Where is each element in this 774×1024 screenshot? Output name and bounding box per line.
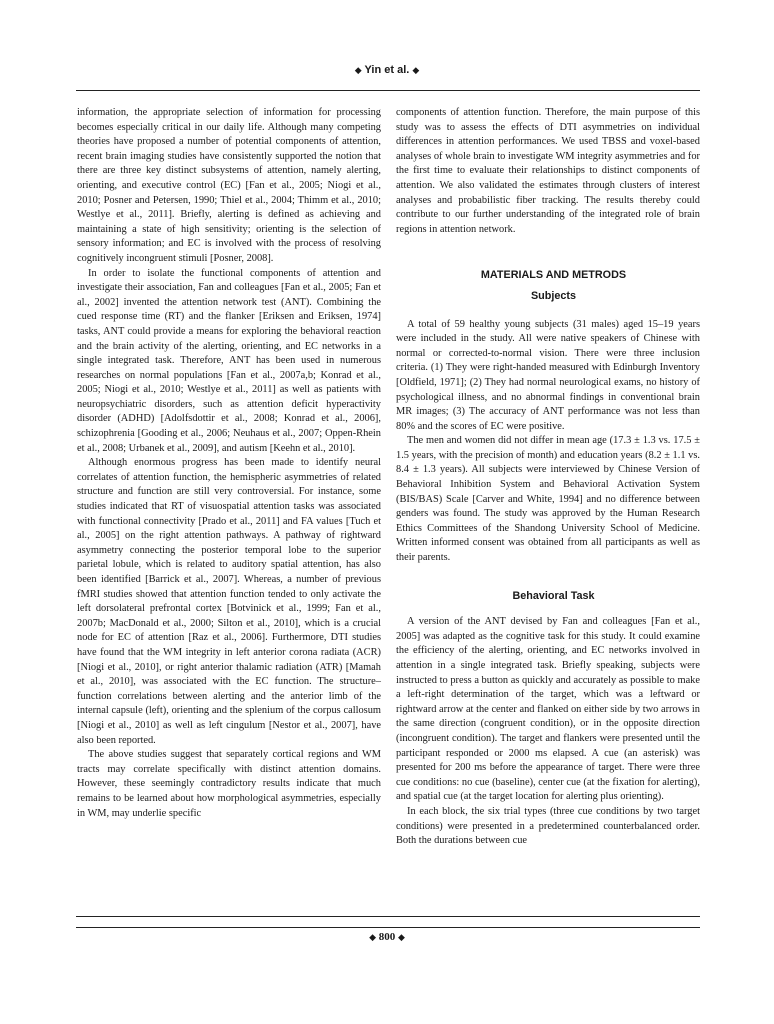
ornament-diamond-icon: ◆ <box>369 932 376 942</box>
body-paragraph: information, the appropriate selection of information for processing becomes especially critical in our daily life. Although many competing theories have proposed a number of potential components of attention, recent brain imaging studies have consistently supported the notion that there are three key distinct subsystems of attention, namely alerting, orienting, and executive control (EC) [Fan et al., 2005; Niogi et al., 2010; Posner and Petersen, 1990; Thiel et al., 2004; Thimm et al., 2010; Westlye et al., 2011]. Briefly, alerting is defined as achieving and maintaining a state of high sensitivity; orienting is the selection of sensory information; and EC is involved with the process of resolving cognitively incongruent stimuli [Posner, 2008]. <box>77 107 381 264</box>
header-rule <box>76 90 700 91</box>
subsection-heading-subjects: Subjects <box>530 289 576 302</box>
running-head-text: Yin et al. <box>364 64 410 76</box>
left-column <box>77 106 381 821</box>
ornament-diamond-icon: ◆ <box>398 932 405 942</box>
body-paragraph: A version of the ANT devised by Fan and colleagues [Fan et al., 2005] was adapted as the cognitive task for this study. It could examine the efficiency of the alerting, orienting, and EC networks involved in attention in a single integrated task. Briefly speaking, subjects were instructed to press a button as quickly and accurately as possible to make a left-right determination of the target, which was a leftward or rightward arrow at the center and flanked on either side by two arrows in the same direction (congruent condition), or in the opposite direction (incongruent condition). The target and flankers were presented until the participant responded or 2000 ms elapsed. A cue (an asterisk) was presented for 200 ms before the appearance of target. There were three cue conditions: no cue (baseline), center cue (at the fixation for alerting), and spatial cue (at the target location for alerting plus orienting). <box>396 616 700 803</box>
body-paragraph: In order to isolate the functional components of attention and investigate their association, Fan and colleagues [Fan et al., 2005; Fan et al., 2002] invented the attention network test (ANT). Combining the cued response time (RT) and the flanker [Eriksen and Eriksen, 1974] tasks, ANT could provide a means for exploring the behavioral reaction and the brain activity of the alerting, orienting, and EC networks in a single integrated task. Therefore, ANT has been used in numerous researches on normal populations [Fan et al., 2007a,b; Konrad et al., 2005; Niogi et al., 2010; Westlye et al., 2011] as well as patients with neuropsychiatric disorders, such as attention deficit hyperactivity disorder (ADHD) [Adolfsdottir et al., 2008; Konrad et al., 2006], schizophrenia [Gooding et al., 2006; Neuhaus et al., 2007; Oppen-Rhein et al., 2008; Urbanek et al., 2009], and autism [Keehn et al., 2010]. <box>77 267 381 454</box>
right-column <box>396 106 700 849</box>
body-paragraph: Although enormous progress has been made to identify neural correlates of attention function, the hemispheric asymmetries of related structure and function are still very controversial. For instance, some studies indicated that RT of visuospatial attention tasks was associated with functional connectivity [Prado et al., 2011] and FA values [Tuch et al., 2005] on the right attention pathways. A pathway of rightward asymmetry connecting the posterior temporal lobe to the superior parietal lobule, which is related to auditory spatial attention, has also been identified [Barrick et al., 2007]. Whereas, a number of previous fMRI studies showed that attention function tended to only activate the left dorsolateral prefrontal cortex [Botvinick et al., 1999; Fan et al., 2007b; MacDonald et al., 2000; Silton et al., 2010], which is a crucial node for EC of attention [Raz et al., 2006]. Furthermore, DTI studies have found that the WM integrity in left anterior corona radiata (ACR) [Niogi et al., 2010], or right anterior thalamic radiation (ATR) [Mamah et al., 2010], was associated with the EC function. The structure–function correlations between alerting and the anterior limb of the internal capsule (left), orienting and the splenium of the corpus callosum [Niogi et al., 2010] as well as left cingulum [Nestor et al., 2007], have also been reported. <box>77 457 381 746</box>
ornament-diamond-icon: ◆ <box>412 65 420 75</box>
ornament-diamond-icon: ◆ <box>354 65 362 75</box>
footer-rule-lower <box>76 927 700 928</box>
page-footer <box>0 931 774 943</box>
body-paragraph: A total of 59 healthy young subjects (31 males) aged 15–19 years were included in the study. All were native speakers of Chinese with normal or corrected-to-normal vision. There were three inclusion criteria. (1) They were right-handed measured with Edinburgh Inventory [Oldfield, 1971]; (2) They had normal neurological exams, no history of psychological illness, and no abnormal findings in conventional brain MR images; (3) The accuracy of ANT performance was not less than 80% and the scores of EC were positive. <box>396 318 700 432</box>
subsection-heading-behavioral-task: Behavioral Task <box>512 589 595 602</box>
body-paragraph: The men and women did not differ in mean age (17.3 ± 1.3 vs. 17.5 ± 1.5 years, with the precision of month) and education years (8.2 ± 1.1 vs. 8.4 ± 1.3 years). All subjects were interviewed by Chinese Version of Behavioral Inhibition System and Behavioral Activation System (BIS/BAS) Scale [Carver and White, 1994] and no difference between genders was found. The study was approved by the Human Research Ethics Committees of the Shandong University School of Medicine. Written informed consent was obtained from all participants as well as their parents. <box>396 435 700 564</box>
body-paragraph: In each block, the six trial types (three cue conditions by two target conditions) were presented in a predetermined counterbalanced order. Both the durations between cue <box>396 805 700 847</box>
running-head <box>0 64 774 76</box>
section-heading: MATERIALS AND METRODS <box>480 269 627 282</box>
body-paragraph: components of attention function. Therefore, the main purpose of this study was to assess the effects of DTI asymmetries on individual differences in attention performances. We used TBSS and voxel-based analyses of whole brain to investigate WM integrity asymmetries and for the first time to evaluate their relationships to distinct components of attention. We also validated the estimates through clusters of interest analyses and probabilistic fiber tracking. The results thereby could contribute to our further understanding of the integrated role of brain regions in attention network. <box>396 107 700 235</box>
footer-rule-upper <box>76 916 700 917</box>
page-number: 800 <box>378 931 396 943</box>
body-paragraph: The above studies suggest that separately cortical regions and WM tracts may correlate specifically with distinct attention domains. However, these seemingly contradictory results indicate that much remains to be learned about how morphological asymmetries, especially in WM, may underlie specific <box>77 749 381 819</box>
